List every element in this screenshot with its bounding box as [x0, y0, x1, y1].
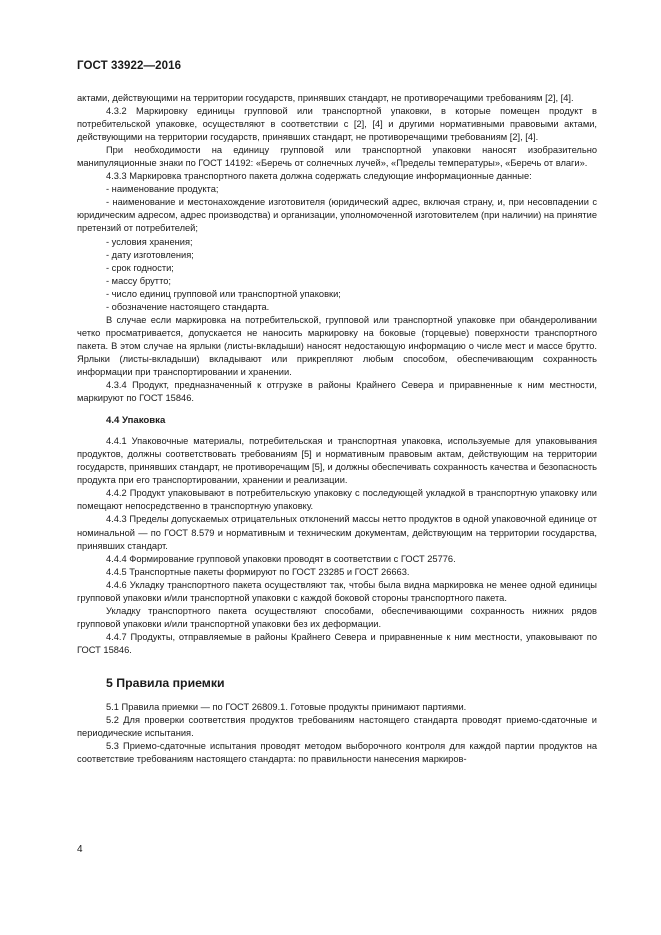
paragraph: 4.3.4 Продукт, предназначенный к отгрузке в районы Крайнего Севера и приравненные к ним местности, маркируют по ГОСТ 15846.	[77, 380, 597, 404]
paragraph: 4.4.7 Продукты, отправляемые в районы Крайнего Севера и приравненные к ним местности, упаковывают по ГОСТ 15846.	[77, 631, 597, 655]
list-item: - число единиц групповой или транспортной упаковки;	[106, 288, 341, 299]
list-item: - обозначение настоящего стандарта.	[106, 301, 270, 312]
page-number: 4	[77, 844, 83, 855]
paragraph: 4.3.3 Маркировка транспортного пакета должна содержать следующие информационные данные:	[106, 171, 532, 182]
paragraph: 4.4.3 Пределы допускаемых отрицательных отклонений массы нетто продуктов в одной упаковочной единице от номинальной — по ГОСТ 8.579 и нормативным и техническим документам, действующим на территории государства, принявших стандарт.	[77, 514, 597, 551]
paragraph: 5.1 Правила приемки — по ГОСТ 26809.1. Готовые продукты принимают партиями.	[106, 701, 467, 712]
section-heading: 5 Правила приемки	[106, 675, 225, 690]
paragraph: 4.4.1 Упаковочные материалы, потребительская и транспортная упаковка, используемые для упаковывания продуктов, должны соответствовать требованиям [5] и нормативным правовым актам, действующим на территории государств, принявших стандарт, не противоречащим [5], и должны обеспечивать сохранность качества и безопасность продукта при его транспортировании, хранении и реализации.	[77, 436, 597, 486]
paragraph: 4.4.2 Продукт упаковывают в потребительскую упаковку с последующей укладкой в транспортную упаковку или помещают непосредственно в транспортную упаковку.	[77, 488, 597, 512]
paragraph: 4.4.6 Укладку транспортного пакета осуществляют так, чтобы была видна маркировка не менее одной единицы групповой упаковки и/или транспортной упаковки с каждой боковой стороны транспортного пакета.	[77, 579, 597, 603]
list-item: - наименование и местонахождение изготовителя (юридический адрес, включая страну, и, при несовпадении с юридическим адресом, адрес производства) и организации, уполномоченной изготовителем (при наличии) на принятие претензий от потребителей;	[77, 197, 597, 234]
paragraph: 5.2 Для проверки соответствия продуктов требованиям настоящего стандарта проводят приемо-сдаточные и периодические испытания.	[77, 715, 597, 739]
paragraph: При необходимости на единицу групповой или транспортной упаковки наносят изобразительно манипуляционные знаки по ГОСТ 14192: «Беречь от солнечных лучей», «Пределы температуры», «Беречь от влаги».	[77, 145, 597, 169]
page-body	[77, 92, 597, 766]
paragraph: 4.4.4 Формирование групповой упаковки проводят в соответствии с ГОСТ 25776.	[106, 553, 456, 564]
paragraph: 5.3 Приемо-сдаточные испытания проводят методом выборочного контроля для каждой партии продуктов на соответствие требованиям настоящего стандарта: по правильности нанесения маркиров-	[77, 741, 597, 765]
document-code-header: ГОСТ 33922—2016	[77, 60, 182, 72]
paragraph: актами, действующими на территории государств, принявших стандарт, не противоречащими требованиям [2], [4].	[77, 93, 574, 103]
list-item: - условия хранения;	[106, 236, 193, 247]
paragraph: 4.4.5 Транспортные пакеты формируют по ГОСТ 23285 и ГОСТ 26663.	[106, 566, 410, 577]
list-item: - массу брутто;	[106, 275, 171, 286]
list-item: - наименование продукта;	[106, 184, 219, 195]
list-item: - срок годности;	[106, 262, 174, 273]
section-heading: 4.4 Упаковка	[106, 415, 166, 427]
paragraph: Укладку транспортного пакета осуществляют способами, обеспечивающими сохранность нижних рядов групповой упаковки и/или транспортной упаковки без их деформации.	[77, 605, 597, 629]
paragraph: 4.3.2 Маркировку единицы групповой или транспортной упаковки, в которые помещен продукт в потребительской упаковке, осуществляют в соответствии с [2], [4] и другими нормативными правовыми актами, действующими на территории государств, принявших стандарт, не противоречащими требованиям [2], [4].	[77, 106, 597, 143]
paragraph: В случае если маркировка на потребительской, групповой или транспортной упаковке при обандероливании четко просматривается, допускается не наносить маркировку на боковые (торцевые) поверхности транспортного пакета. В этом случае на ярлыки (листы-вкладыши) наносят недостающую информацию о числе мест и массе брутто. Ярлыки (листы-вкладыши) вкладывают или прикрепляют любым способом, обеспечивающим сохранность информации при транспортировании и хранении.	[77, 314, 597, 377]
list-item: - дату изготовления;	[106, 249, 194, 260]
